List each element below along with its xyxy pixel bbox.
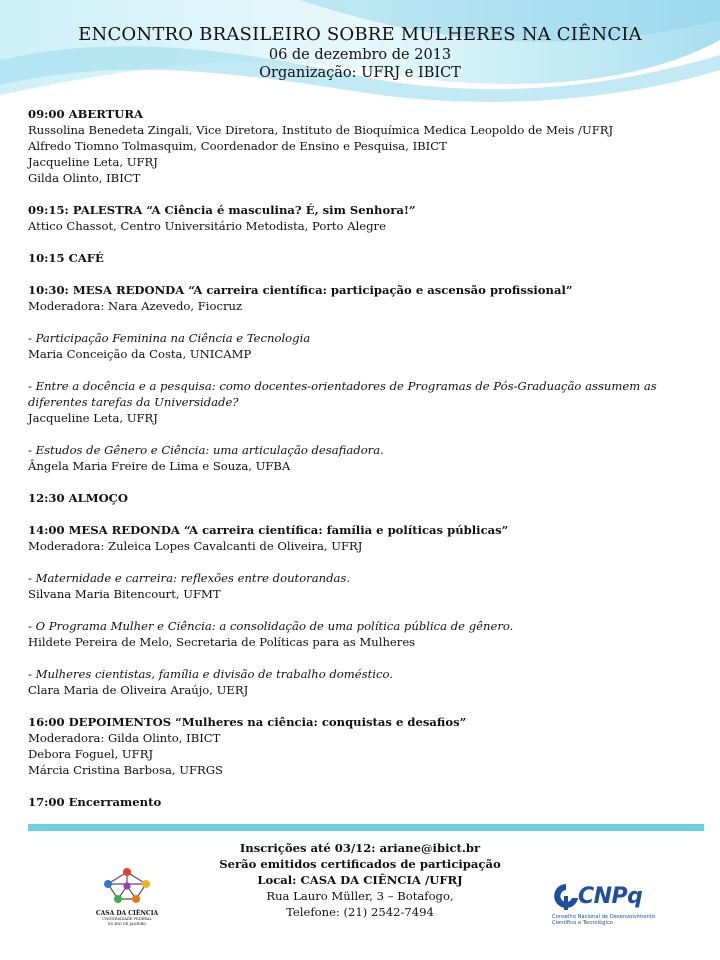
talk-item: [28, 330, 688, 362]
talk-title: - Participação Feminina na Ciência e Tecnologia: [28, 331, 311, 345]
section-heading: 14:00 MESA REDONDA “A carreira científica: família e políticas públicas”: [28, 523, 509, 537]
talk-speaker: Clara Maria de Oliveira Araújo, UERJ: [28, 683, 249, 697]
header: [0, 24, 720, 82]
section-depoimentos: [28, 714, 688, 778]
talk-item: [28, 666, 688, 698]
section-palestra: [28, 202, 688, 234]
speaker-line: Attico Chassot, Centro Universitário Metodista, Porto Alegre: [28, 219, 386, 233]
moderator-line: Moderadora: Nara Azevedo, Fiocruz: [28, 299, 243, 313]
cnpq-emblem-icon: [552, 882, 580, 914]
event-organization: Organização: UFRJ e IBICT: [259, 65, 461, 81]
participant-line: Debora Foguel, UFRJ: [28, 747, 154, 761]
program: [28, 106, 688, 826]
cnpq-wordmark: CNPq: [578, 884, 643, 909]
participant-line: Márcia Cristina Barbosa, UFRGS: [28, 763, 223, 777]
talk-speaker: Ângela Maria Freire de Lima e Souza, UFBA: [28, 459, 291, 473]
talk-speaker: Silvana Maria Bitencourt, UFMT: [28, 587, 221, 601]
talk-title: - Mulheres cientistas, família e divisão de trabalho doméstico.: [28, 667, 393, 681]
section-heading: 16:00 DEPOIMENTOS “Mulheres na ciência: conquistas e desafios”: [28, 715, 467, 729]
participant-line: Russolina Benedeta Zingali, Vice Diretora, Instituto de Bioquímica Medica Leopoldo de Meis /UFRJ: [28, 123, 614, 137]
section-mesa-redonda-2: [28, 522, 688, 554]
moderator-line: Moderadora: Zuleica Lopes Cavalcanti de Oliveira, UFRJ: [28, 539, 363, 553]
section-heading: 10:30: MESA REDONDA “A carreira científica: participação e ascensão profissional”: [28, 283, 573, 297]
cnpq-logo: [552, 882, 692, 927]
talk-title: - Maternidade e carreira: reflexões entre doutorandas.: [28, 571, 351, 585]
venue-info: Local: CASA DA CIÊNCIA /UFRJ: [257, 873, 463, 887]
phone-info: Telefone: (21) 2542-7494: [286, 905, 434, 919]
section-cafe: [28, 250, 688, 266]
participant-line: Moderadora: Gilda Olinto, IBICT: [28, 731, 221, 745]
talk-speaker: Jacqueline Leta, UFRJ: [28, 411, 158, 425]
participant-line: Jacqueline Leta, UFRJ: [28, 155, 158, 169]
talk-item: [28, 570, 688, 602]
registration-info: Inscrições até 03/12: ariane@ibict.br: [239, 841, 481, 855]
participant-line: Gilda Olinto, IBICT: [28, 171, 141, 185]
section-heading: 09:00 ABERTURA: [28, 107, 144, 121]
section-almoco: [28, 490, 688, 506]
talk-speaker: Maria Conceição da Costa, UNICAMP: [28, 347, 252, 361]
talk-item: [28, 442, 688, 474]
section-mesa-redonda-1: [28, 282, 688, 314]
section-encerramento: [28, 794, 688, 810]
talk-title: - Entre a docência e a pesquisa: como docentes-orientadores de Programas de Pós-Graduação assumem as diferentes tarefas da Universidade?: [28, 379, 657, 409]
section-heading: 12:30 ALMOÇO: [28, 491, 128, 505]
cnpq-subtitle-line: Conselho Nacional de Desenvolvimento: [552, 914, 656, 920]
molecule-icon: [94, 866, 160, 906]
divider-bar: [28, 824, 704, 831]
section-heading: 09:15: PALESTRA “A Ciência é masculina? É, sim Senhora!”: [28, 203, 416, 217]
cnpq-subtitle: [552, 914, 692, 927]
talk-speaker: Hildete Pereira de Melo, Secretaria de Políticas para as Mulheres: [28, 635, 416, 649]
event-title: ENCONTRO BRASILEIRO SOBRE MULHERES NA CIÊNCIA: [78, 24, 642, 45]
certificate-info: Serão emitidos certificados de participação: [219, 857, 501, 871]
event-date: 06 de dezembro de 2013: [268, 47, 452, 63]
talk-title: - Estudos de Gênero e Ciência: uma articulação desafiadora.: [28, 443, 384, 457]
section-heading: 17:00 Encerramento: [28, 795, 162, 809]
address-info: Rua Lauro Müller, 3 – Botafogo,: [266, 889, 454, 903]
section-heading: 10:15 CAFÉ: [28, 251, 104, 265]
cnpq-subtitle-line: Científico e Tecnológico: [552, 920, 613, 927]
participant-line: Alfredo Tiomno Tolmasquim, Coordenador de Ensino e Pesquisa, IBICT: [28, 139, 447, 153]
logo-caption: CASA DA CIÊNCIA: [95, 910, 159, 917]
section-abertura: [28, 106, 688, 186]
logo-caption-sub: UNIVERSIDADE FEDERAL: [102, 917, 152, 921]
casa-da-ciencia-logo: [94, 866, 160, 927]
talk-item: [28, 378, 688, 426]
logo-caption-sub: DO RIO DE JANEIRO: [107, 922, 147, 926]
talk-title: - O Programa Mulher e Ciência: a consolidação de uma política pública de gênero.: [28, 619, 514, 633]
talk-item: [28, 618, 688, 650]
